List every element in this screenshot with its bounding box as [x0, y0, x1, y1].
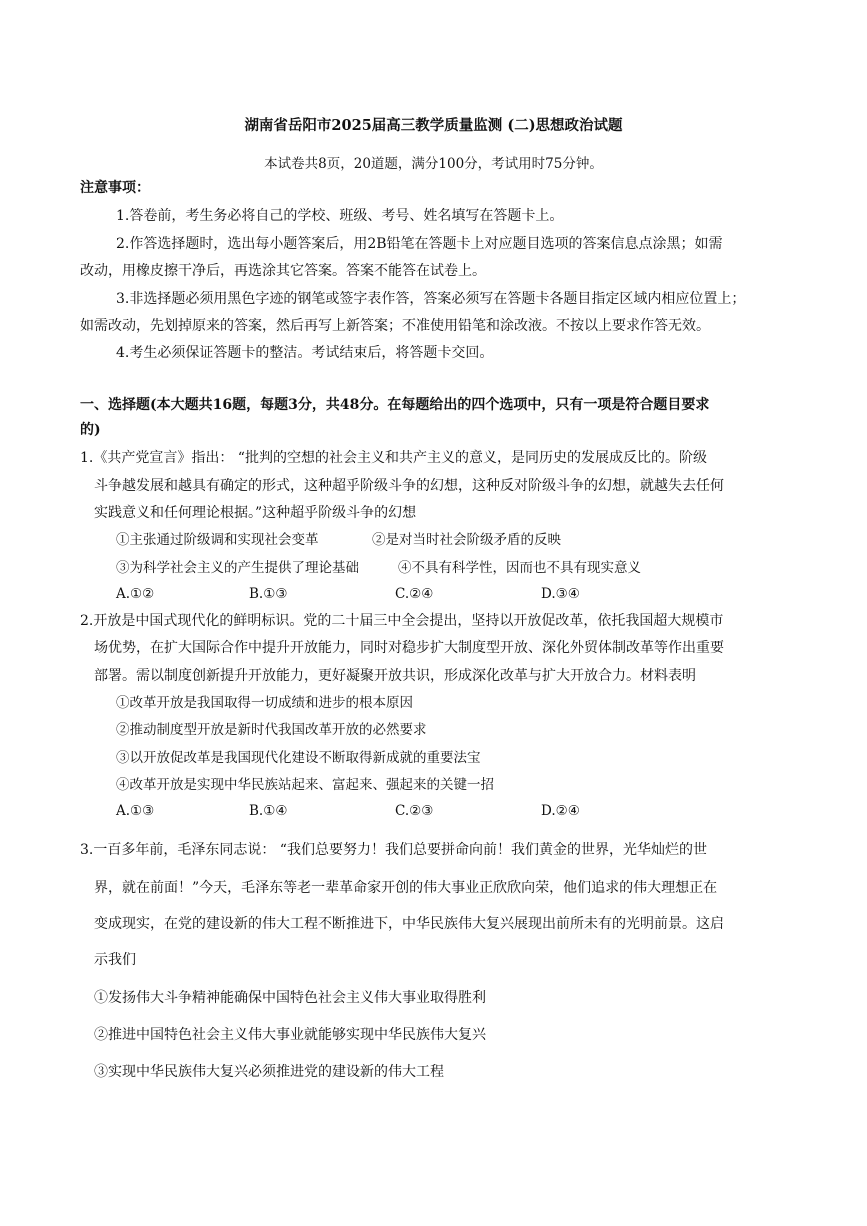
q3-statement: ②推进中国特色社会主义伟大事业就能够实现中华民族伟大复兴 [94, 1027, 486, 1043]
q2-option-a[interactable]: A.①③ [116, 803, 155, 819]
q2-statement: ③以开放促改革是我国现代化建设不断取得新成就的重要法宝 [116, 750, 481, 766]
notice-item: 3.非选择题必须用黑色字迹的钢笔或签字表作答，答案必须写在答题卡各题目指定区域内相应位置上； [116, 291, 746, 307]
q2-statement: ④改革开放是实现中华民族站起来、富起来、强起来的关键一招 [116, 777, 494, 793]
exam-subtitle: 本试卷共8页，20道题，满分100分，考试用时75分钟。 [264, 156, 603, 172]
q2-statement: ①改革开放是我国取得一切成绩和进步的根本原因 [116, 695, 413, 711]
q1-option-a[interactable]: A.①② [116, 586, 155, 602]
q3-stem: 变成现实，在党的建设新的伟大工程不断推进下，中华民族伟大复兴展现出前所未有的光明前景。这启 [94, 916, 724, 932]
q2-statement: ②推动制度型开放是新时代我国改革开放的必然要求 [116, 722, 427, 738]
q2-stem: 部署。需以制度创新提升开放能力，更好凝聚开放共识，形成深化改革与扩大开放合力。材料表明 [94, 668, 696, 684]
notice-item: 1.答卷前，考生务必将自己的学校、班级、考号、姓名填写在答题卡上。 [116, 208, 564, 224]
q1-stem: 实践意义和任何理论根据。”这种超乎阶级斗争的幻想 [94, 505, 417, 521]
q2-option-c[interactable]: C.②③ [395, 803, 434, 819]
q1-statement: ③为科学社会主义的产生提供了理论基础 [116, 560, 359, 576]
q1-option-b[interactable]: B.①③ [249, 586, 288, 602]
q1-option-d[interactable]: D.③④ [541, 586, 580, 602]
q3-stem: 界，就在前面！”今天，毛泽东等老一辈革命家开创的伟大事业正欣欣向荣，他们追求的伟大理想正在 [94, 880, 718, 896]
q1-statement: ②是对当时社会阶级矛盾的反映 [372, 532, 561, 548]
notice-item: 如需改动，先划掉原来的答案，然后再写上新答案；不准使用铅笔和涂改液。不按以上要求作答无效。 [80, 318, 710, 334]
section-heading-cont: 的) [80, 422, 101, 438]
q1-stem: 1.《共产党宣言》指出： “批判的空想的社会主义和共产主义的意义，是同历史的发展成反比的。阶级 [80, 450, 707, 466]
q2-option-d[interactable]: D.②④ [541, 803, 580, 819]
q3-stem: 示我们 [94, 952, 136, 968]
q1-option-c[interactable]: C.②④ [395, 586, 434, 602]
q1-stem: 斗争越发展和越具有确定的形式，这种超乎阶级斗争的幻想，这种反对阶级斗争的幻想，就越失去任何 [94, 478, 724, 494]
notice-item: 4.考生必须保证答题卡的整洁。考试结束后，将答题卡交回。 [116, 345, 494, 361]
notice-item: 改动，用橡皮擦干净后，再选涂其它答案。答案不能答在试卷上。 [80, 263, 486, 279]
q2-stem: 2.开放是中国式现代化的鲜明标识。党的二十届三中全会提出，坚持以开放促改革，依托我国超大规模市 [80, 613, 724, 629]
q3-statement: ①发扬伟大斗争精神能确保中国特色社会主义伟大事业取得胜利 [94, 990, 486, 1006]
q1-statement: ④不具有科学性，因而也不具有现实意义 [398, 560, 641, 576]
notice-heading: 注意事项： [80, 180, 150, 196]
q3-statement: ③实现中华民族伟大复兴必须推进党的建设新的伟大工程 [94, 1064, 444, 1080]
q3-stem: 3.一百多年前，毛泽东同志说： “我们总要努力！我们总要拼命向前！我们黄金的世界，光华灿烂的世 [80, 842, 707, 858]
q2-stem: 场优势，在扩大国际合作中提升开放能力，同时对稳步扩大制度型开放、深化外贸体制改革等作出重要 [94, 640, 724, 656]
q1-statement: ①主张通过阶级调和实现社会变革 [116, 532, 319, 548]
notice-item: 2.作答选择题时，选出每小题答案后，用2B铅笔在答题卡上对应题目选项的答案信息点涂黑；如需 [116, 236, 723, 252]
q2-option-b[interactable]: B.①④ [249, 803, 288, 819]
section-heading: 一、选择题(本大题共16题，每题3分，共48分。在每题给出的四个选项中，只有一项是符合题目要求 [80, 397, 710, 413]
exam-title: 湖南省岳阳市2025届高三教学质量监测 (二)思想政治试题 [244, 117, 623, 134]
